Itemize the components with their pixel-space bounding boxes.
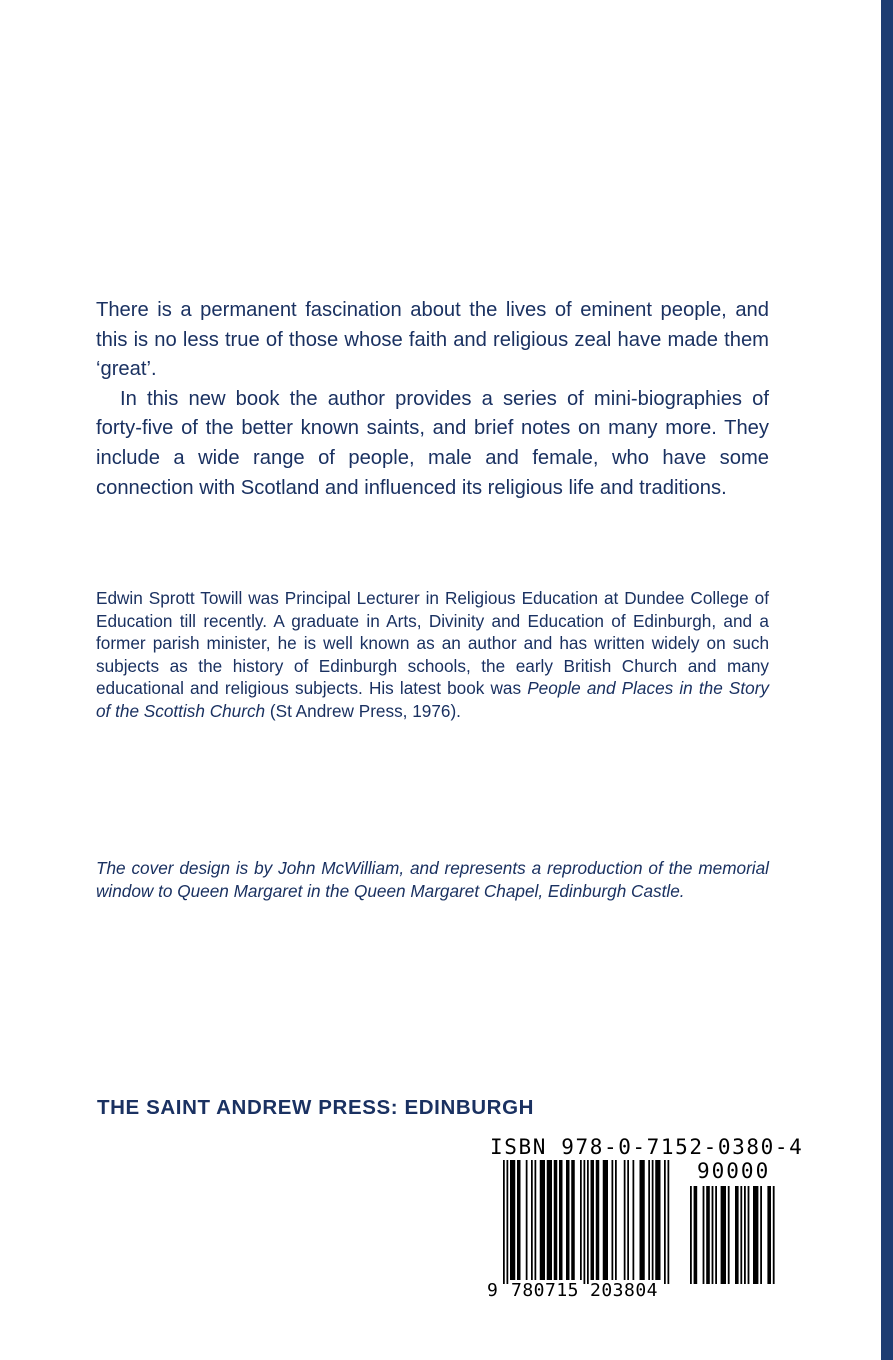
barcode-bar-22 (627, 1160, 629, 1280)
addon-bar-13 (760, 1186, 762, 1284)
spine-edge (881, 0, 893, 1360)
barcode-bar-19 (612, 1160, 614, 1280)
addon-bar-11 (748, 1186, 750, 1284)
barcode-bar-14 (584, 1160, 586, 1284)
addon-bar-1 (694, 1186, 698, 1284)
barcode-bar-10 (559, 1160, 563, 1280)
barcode-bar-5 (531, 1160, 533, 1280)
ean-barcode-bars (503, 1160, 669, 1284)
barcode-bar-21 (624, 1160, 626, 1280)
barcode-bar-15 (587, 1160, 589, 1284)
blurb-paragraph-2: In this new book the author provides a series of mini-biographies of forty-five of the better known saints, and brief notes on many more. They include a wide range of people, male and female, who have some connection with Scotland and influenced its religious life and traditions. (96, 387, 769, 499)
barcode-bar-20 (615, 1160, 617, 1280)
addon-barcode-bars (690, 1186, 775, 1284)
barcode-bar-3 (517, 1160, 521, 1280)
addon-bar-12 (753, 1186, 758, 1284)
addon-bar-15 (773, 1186, 775, 1284)
isbn-label: ISBN 978-0-7152-0380-4 (490, 1135, 804, 1159)
barcode-right-digits: 203804 (590, 1280, 659, 1301)
addon-bar-6 (721, 1186, 726, 1284)
addon-bar-5 (715, 1186, 717, 1284)
blurb (96, 296, 769, 503)
blurb-paragraph-1: There is a permanent fascination about the lives of eminent people, and this is no less true of those whose faith and religious zeal have made them ‘great’. (96, 299, 769, 381)
barcode-bar-7 (540, 1160, 545, 1280)
cover-note: The cover design is by John McWilliam, and represents a reproduction of the memorial window to Queen Margaret in the Queen Margaret Chapel, Edinburgh Castle. (96, 858, 769, 901)
barcode-lead-digit: 9 (487, 1280, 498, 1301)
barcode-bar-11 (566, 1160, 570, 1280)
author-bio (96, 587, 769, 723)
barcode-bar-28 (664, 1160, 666, 1284)
book-title: People and Places in the Story of the Scottish Church (96, 678, 770, 721)
barcode-bar-18 (603, 1160, 608, 1280)
barcode-bar-4 (526, 1160, 528, 1280)
addon-bar-8 (735, 1186, 739, 1284)
barcode-bar-0 (503, 1160, 505, 1284)
barcode-bar-1 (507, 1160, 509, 1284)
barcode-bar-6 (535, 1160, 537, 1280)
barcode-left-digits: 780715 (511, 1280, 580, 1301)
barcode-bar-13 (580, 1160, 582, 1280)
barcode-bar-17 (596, 1160, 600, 1280)
addon-bar-3 (706, 1186, 710, 1284)
publisher-name: THE SAINT ANDREW PRESS: EDINBURGH (97, 1096, 535, 1119)
barcode-bar-8 (547, 1160, 552, 1280)
addon-bar-2 (703, 1186, 705, 1284)
barcode-bar-29 (668, 1160, 670, 1284)
barcode-bar-27 (655, 1160, 660, 1280)
addon-bar-9 (740, 1186, 742, 1284)
addon-bar-7 (728, 1186, 730, 1284)
barcode-bar-12 (571, 1160, 575, 1280)
price-code: 90000 (697, 1159, 771, 1183)
addon-bar-14 (767, 1186, 771, 1284)
barcode-bar-16 (591, 1160, 595, 1280)
barcode-bar-24 (640, 1160, 645, 1280)
author-bio-text: Edwin Sprott Towill was Principal Lecturer in Religious Education at Dundee College of Education till recently. A graduate in Arts, Divinity and Education of Edinburgh, and a former parish minister, he is well known as an author and has written widely on such subjects as the history of Edinburgh schools, the early British Church and many educational and religious subjects. His latest book was (96, 588, 769, 699)
barcode-bar-2 (510, 1160, 515, 1280)
barcode-bar-23 (633, 1160, 635, 1280)
barcode-bar-9 (554, 1160, 558, 1280)
author-bio-publisher: (St Andrew Press, 1976). (265, 700, 461, 721)
barcode (483, 1160, 778, 1284)
barcode-bar-26 (652, 1160, 654, 1280)
addon-bar-4 (712, 1186, 714, 1284)
addon-bar-10 (744, 1186, 746, 1284)
barcode-bar-25 (648, 1160, 650, 1280)
addon-bar-0 (690, 1186, 692, 1284)
